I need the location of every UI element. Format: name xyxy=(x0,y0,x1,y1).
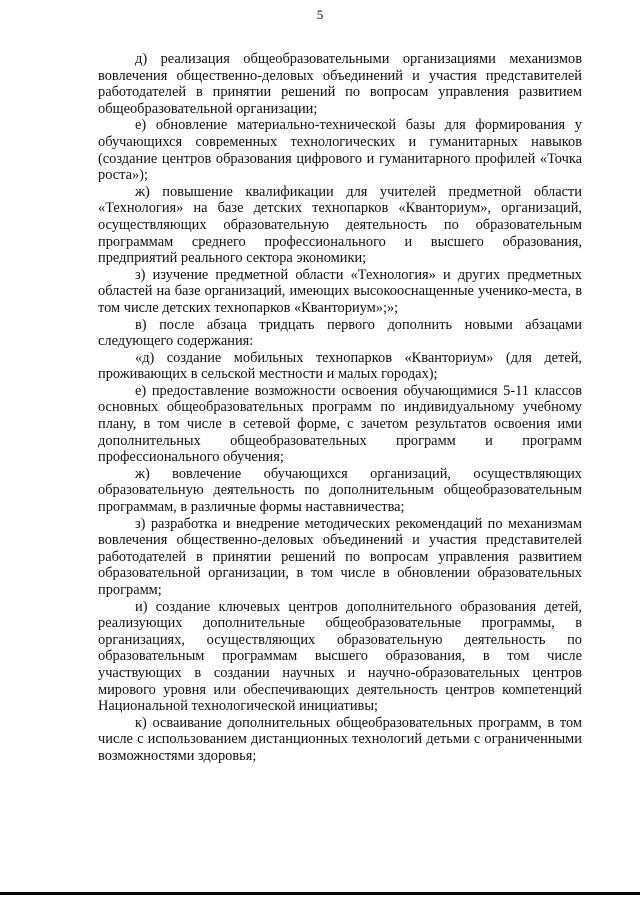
paragraph-v: в) после абзаца тридцать первого дополнить новыми абзацами следующего содержания: xyxy=(98,316,582,350)
paragraph-new-i: и) создание ключевых центров дополнительного образования детей, реализующих дополнительные общеобразовательные программы, в организациях, осуществляющих образовательную деятельность по образовательным программам высшего образования, в том числе участвующих в создании научных и научно-образовательных центров мирового уровня или обеспечивающих деятельность центров компетенций Национальной технологической инициативы; xyxy=(98,598,582,715)
page-bottom-border xyxy=(0,892,640,895)
page-number: 5 xyxy=(316,7,324,22)
paragraph-zh: ж) повышение квалификации для учителей предметной области «Технология» на базе детских технопарков «Кванториум», организаций, осуществляющих образовательную деятельность по образовательным программам среднего профессионального и высшего образования, предприятий реального сектора экономики; xyxy=(98,183,582,267)
paragraph-new-z: з) разработка и внедрение методических рекомендаций по механизмам вовлечения общественно-деловых объединений и участия представителей работодателей в принятии решений по вопросам управления развитием образовательной организации, в том числе в обновлении образовательных программ; xyxy=(98,515,582,598)
document-body xyxy=(98,51,582,765)
paragraph-new-zh: ж) вовлечение обучающихся организаций, осуществляющих образовательную деятельность по дополнительным общеобразовательным программам, в различные формы наставничества; xyxy=(98,465,582,516)
paragraph-e: е) обновление материально-технической базы для формирования у обучающихся современных технологических и гуманитарных навыков (создание центров образования цифрового и гуманитарного профилей «Точка роста»); xyxy=(98,117,582,184)
paragraph-new-k: к) осваивание дополнительных общеобразовательных программ, в том числе с использованием дистанционных технологий детьми с ограниченными возможностями здоровья; xyxy=(98,714,582,764)
paragraph-d: д) реализация общеобразовательными организациями механизмов вовлечения общественно-деловых объединений и участия представителей работодателей в принятии решений по вопросам управления развитием общеобразовательной организации; xyxy=(98,51,582,117)
paragraph-new-e: е) предоставление возможности освоения обучающимися 5-11 классов основных общеобразовательных программ по индивидуальному учебному плану, в том числе в сетевой форме, с зачетом результатов освоения ими дополнительных общеобразовательных программ и программ профессионального обучения; xyxy=(98,382,582,466)
paragraph-z: з) изучение предметной области «Технология» и других предметных областей на базе организаций, имеющих высокооснащенные ученико-места, в том числе детских технопарков «Кванториум»;»; xyxy=(98,266,582,316)
paragraph-new-d: «д) создание мобильных технопарков «Кванториум» (для детей, проживающих в сельской местности и малых городах); xyxy=(98,349,582,383)
